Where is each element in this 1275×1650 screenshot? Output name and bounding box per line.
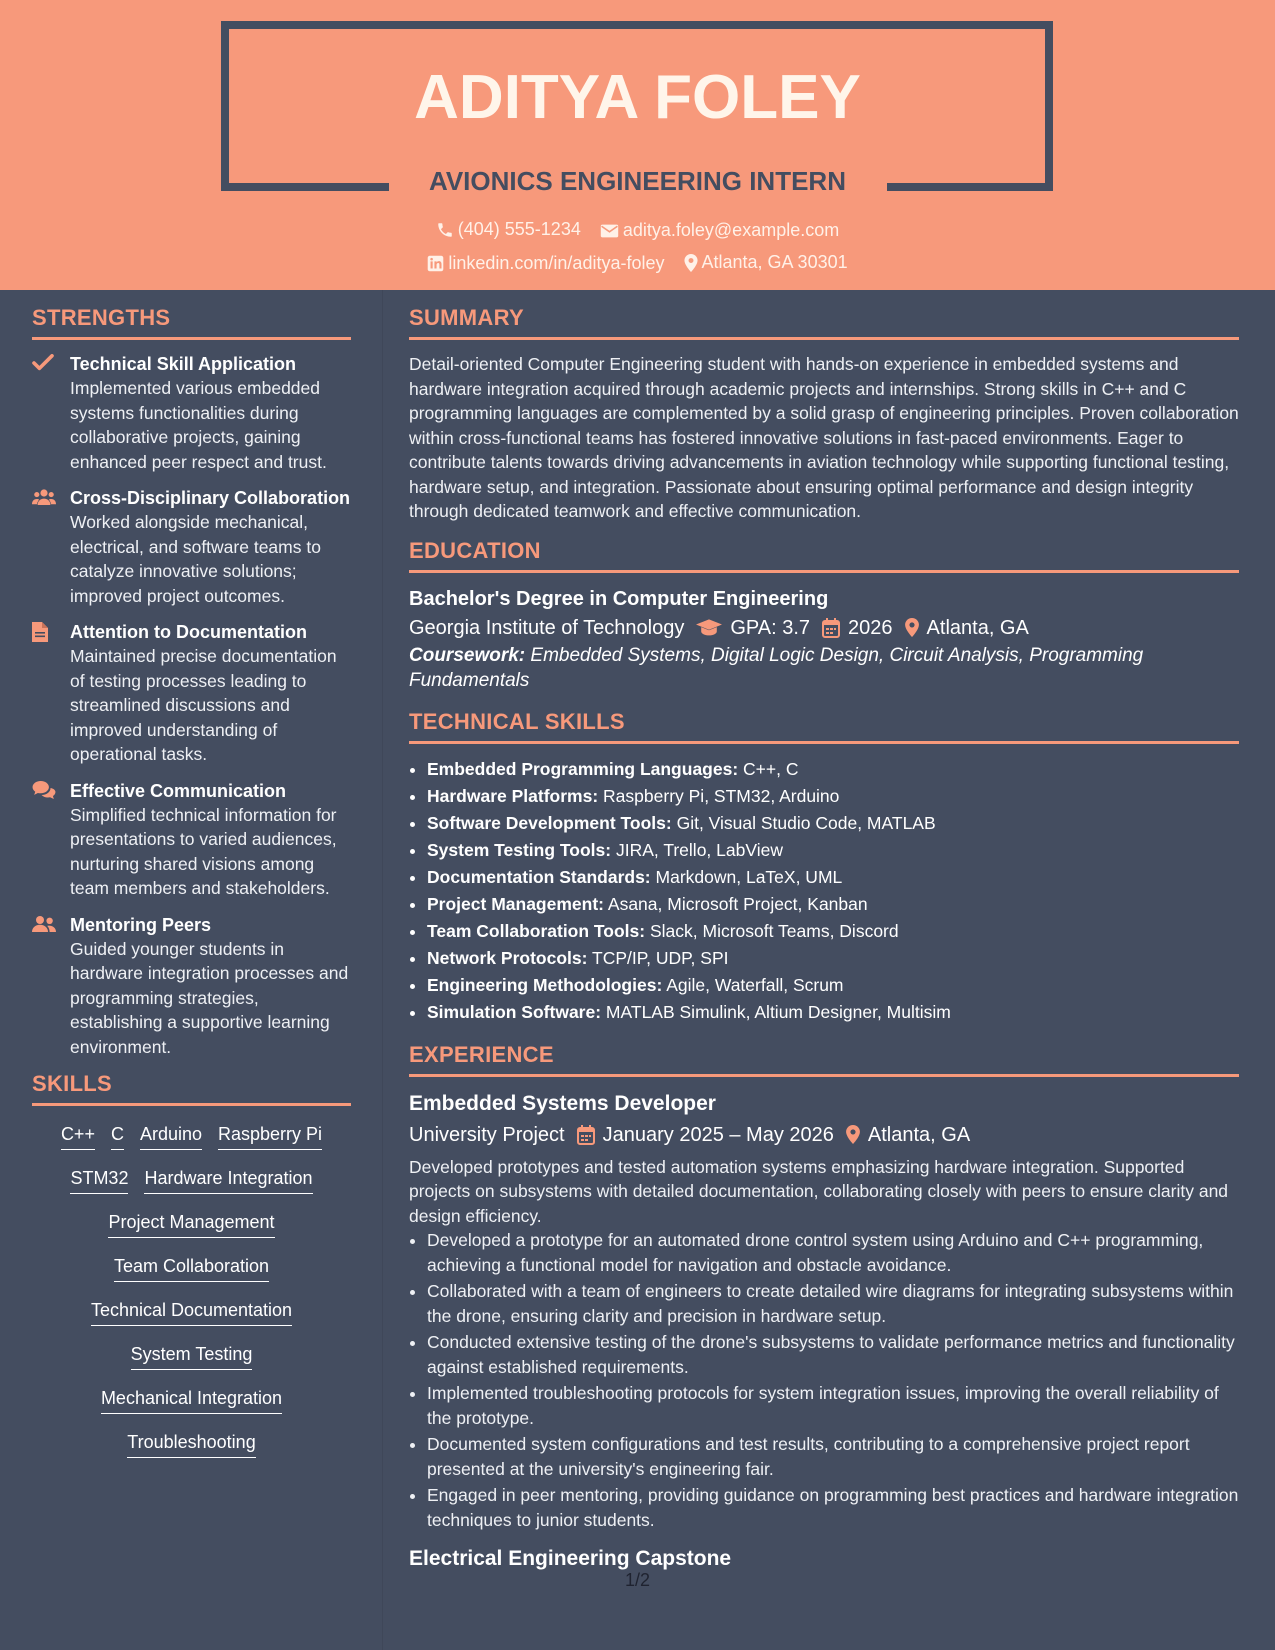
education-location: Atlanta, GA [926,616,1029,639]
technical-skill-item [427,972,1239,999]
linkedin-icon [427,255,444,272]
contact-row-1 [0,219,1275,244]
column-divider [382,290,383,1650]
technical-skill-label: Documentation Standards: [427,866,651,887]
contact-row-2 [0,252,1275,277]
map-marker-icon [846,1125,860,1144]
job-bullet: • Conducted extensive testing of the drone's subsystems to validate performance metrics and functionality against established requirements. [427,1330,1239,1379]
strength-title: Cross-Disciplinary Collaboration [70,488,351,508]
technical-skill-item [427,756,1239,783]
candidate-name: ADITYA FOLEY [414,63,861,132]
comments-icon [32,781,56,799]
job-title: Electrical Engineering Capstone [409,1547,732,1570]
job-dates: January 2025 – May 2026 [602,1123,834,1146]
technical-skill-label: System Testing Tools: [427,839,612,860]
technical-skills-list [409,756,1239,1026]
contact-location [684,252,848,273]
location-text: Atlanta, GA 30301 [701,252,848,272]
skills-row [32,1430,351,1458]
skill-tag: Mechanical Integration [101,1386,282,1414]
skill-tag: Hardware Integration [144,1166,312,1194]
summary-text: Detail-oriented Computer Engineering student with hands-on experience in embedded systems and hardware integration acquired through academic projects and internships. Strong skills in C++ and C programming languages are complemented by a solid grasp of engineering principles. Proven collaboration within cross-functional teams has fostered innovative solutions in fast-paced environments. Eager to contribute talents towards driving advancements in aviation technology while supporting functional testing, hardware setup, and integration. Passionate about ensuring optimal performance and design integrity through dedicated teamwork and effective communication. [409,354,1239,521]
technical-skill-value: Git, Visual Studio Code, MATLAB [676,812,936,833]
skill-tag: Team Collaboration [114,1254,269,1282]
education-gpa: GPA: 3.7 [730,616,811,639]
strength-desc: Maintained precise documentation of testing processes leading to streamlined discussions and improved understanding of operational tasks. [70,646,337,764]
job-bullet: • Collaborated with a team of engineers to create detailed wire diagrams for integrating subsystems within the drone, ensuring clarity and precision in hardware setup. [427,1279,1239,1328]
skill-tag: Raspberry Pi [218,1122,322,1150]
skills-title: SKILLS [32,1071,351,1106]
technical-skill-item [427,918,1239,945]
technical-skill-item [427,945,1239,972]
technical-skill-label: Embedded Programming Languages: [427,758,739,779]
technical-skills-title: TECHNICAL SKILLS [409,709,1239,744]
strength-item [32,913,351,1060]
technical-skill-item [427,810,1239,837]
technical-skill-label: Hardware Platforms: [427,785,599,806]
skills-row [32,1298,351,1326]
strength-item [32,352,351,474]
education-year: 2026 [848,616,893,639]
technical-skill-label: Project Management: [427,893,604,914]
strength-title: Effective Communication [70,780,287,801]
skills-row [32,1342,351,1370]
strength-desc: Guided younger students in hardware integration processes and programming strategies, establishing a supportive learning environment. [70,938,349,1057]
education-coursework [409,643,1239,693]
strength-desc: Implemented various embedded systems functionalities during collaborative projects, gaining enhanced peer respect and trust. [70,378,327,472]
candidate-role: AVIONICS ENGINEERING INTERN [428,166,846,196]
skills-row [32,1166,351,1194]
technical-skill-item [427,999,1239,1026]
job-title: Embedded Systems Developer [409,1091,716,1115]
user-friends-icon [32,915,56,933]
phone-icon [436,221,454,239]
job-bullet: • Implemented troubleshooting protocols for system integration issues, improving the overall reliability of the prototype. [427,1381,1239,1430]
technical-skill-value: C++, C [743,758,799,779]
check-icon [32,354,54,372]
coursework-label: Coursework: [409,644,526,666]
skills-row [32,1386,351,1414]
strength-title: Technical Skill Application [70,354,297,374]
technical-skill-label: Software Development Tools: [427,812,672,833]
strength-title: Attention to Documentation [70,622,307,642]
technical-skill-label: Team Collaboration Tools: [427,920,646,941]
skill-tag: System Testing [131,1342,253,1370]
job-meta [409,1119,1239,1151]
coursework-list: Embedded Systems, Digital Logic Design, Circuit Analysis, Programming Fundamentals [409,644,1144,691]
graduation-cap-icon [696,619,722,637]
technical-skill-item [427,891,1239,918]
job-location: Atlanta, GA [867,1123,971,1146]
page-number: 1/2 [624,1570,651,1590]
technical-skill-item [427,864,1239,891]
map-marker-icon [684,254,698,272]
skills-tags [32,1118,351,1458]
linkedin-text: linkedin.com/in/aditya-foley [448,252,665,273]
technical-skill-item [427,837,1239,864]
technical-skill-value: MATLAB Simulink, Altium Designer, Multisim [605,1001,951,1022]
map-marker-icon [905,618,919,637]
technical-skill-value: JIRA, Trello, LabView [615,839,783,860]
skill-tag: Technical Documentation [91,1298,292,1326]
calendar-icon [822,618,840,638]
contact-email[interactable] [600,220,839,241]
strengths-title: STRENGTHS [32,305,351,340]
skill-tag: C [111,1122,124,1150]
users-icon [32,488,56,506]
summary-title: SUMMARY [409,305,1239,340]
skill-tag: Troubleshooting [127,1430,255,1458]
technical-skill-item [427,783,1239,810]
skill-tag: STM32 [70,1166,128,1194]
skill-tag: Arduino [140,1122,202,1150]
job-bullet: • Developed a prototype for an automated drone control system using Arduino and C++ programming, achieving a functional model for navigation and obstacle avoidance. [427,1228,1239,1277]
technical-skill-value: Slack, Microsoft Teams, Discord [649,920,899,941]
strength-item [32,620,351,767]
skills-row [32,1122,351,1150]
left-column [32,305,351,1474]
technical-skill-value: Raspberry Pi, STM32, Arduino [603,785,840,806]
experience-title: EXPERIENCE [409,1042,1239,1077]
education-degree: Bachelor's Degree in Computer Engineering [409,587,829,610]
contact-linkedin[interactable] [427,253,664,274]
education-title: EDUCATION [409,538,1239,573]
strength-title: Mentoring Peers [70,914,212,935]
skill-tag: Project Management [108,1210,274,1238]
technical-skill-label: Engineering Methodologies: [427,974,663,995]
calendar-icon [577,1125,595,1145]
strength-desc: Worked alongside mechanical, electrical, and software teams to catalyze innovative solutions; improved project outcomes. [70,512,321,606]
technical-skill-value: Agile, Waterfall, Scrum [666,974,844,995]
skills-row [32,1210,351,1238]
technical-skill-label: Simulation Software: [427,1001,602,1022]
experience-entry [409,1089,1239,1533]
job-org: University Project [409,1123,565,1146]
phone-text: (404) 555-1234 [457,219,581,239]
education-school: Georgia Institute of Technology [409,616,685,639]
technical-skill-value: Asana, Microsoft Project, Kanban [607,893,868,914]
technical-skill-label: Network Protocols: [427,947,588,968]
contact-phone[interactable] [436,219,581,240]
education-meta [409,613,1239,643]
job-description: Developed prototypes and tested automation systems emphasizing hardware integration. Supported projects on subsystems with detailed documentation, collaborating closely with peers to ensure clarity and design efficiency. [409,1156,1229,1226]
document-icon [32,622,48,642]
strength-desc: Simplified technical information for presentations to varied audiences, nurturing shared visions among team members and stakeholders. [70,804,337,898]
strength-item [32,779,351,901]
job-bullets [409,1228,1239,1532]
email-text: aditya.foley@example.com [622,220,840,240]
resume-header [0,0,1275,290]
technical-skill-value: Markdown, LaTeX, UML [655,866,843,887]
skills-row [32,1254,351,1282]
job-bullet: • Documented system configurations and test results, contributing to a comprehensive project report presented at the university's engineering fair. [427,1432,1239,1481]
skill-tag: C++ [61,1122,95,1150]
envelope-icon [600,223,619,239]
technical-skill-value: TCP/IP, UDP, SPI [592,947,729,968]
job-bullet: • Engaged in peer mentoring, providing guidance on programming best practices and hardware integration techniques to junior students. [427,1483,1239,1532]
right-column [409,305,1239,1574]
strength-item [32,486,351,608]
